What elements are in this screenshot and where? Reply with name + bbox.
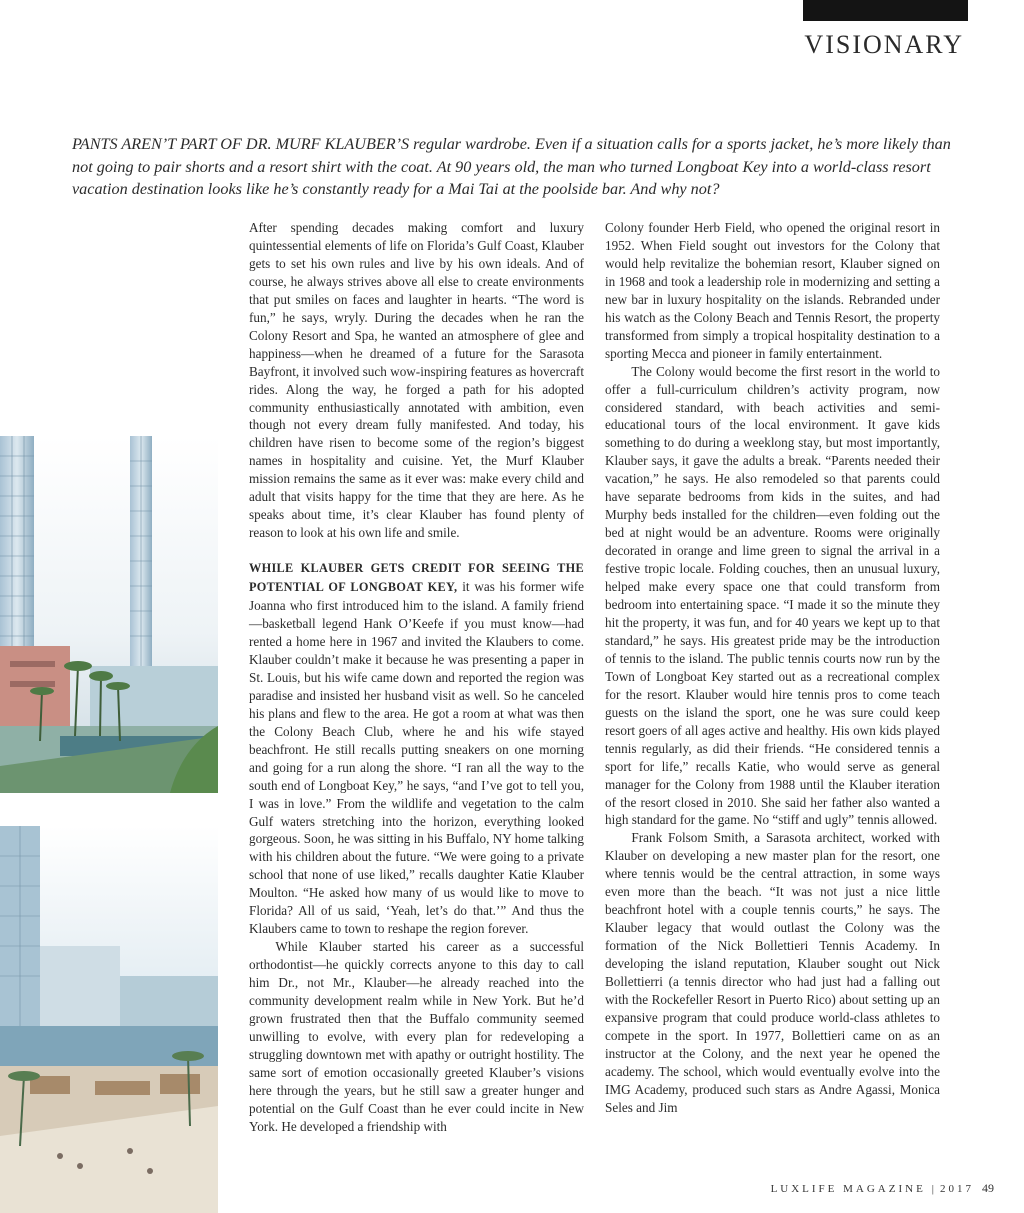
article-deck: PANTS AREN’T PART OF DR. MURF KLAUBER’S regular wardrobe. Even if a situation calls for a sports jacket, he’s more likely than not going to pair shorts and a resort shirt with the coat. At 90 years old, the man who turned Longboat Key into a world-class resort vacation destination looks like he’s constantly ready for a Mai Tai at the poolside bar. And why not? bbox=[72, 135, 951, 198]
magazine-name: LUXLIFE MAGAZINE bbox=[770, 1183, 926, 1195]
paragraph-body: it was his former wife Joanna who first introduced him to the island. A family friend—basketball legend Hank O’Keefe if you must know—had rented a home here in 1967 and invited the Klaubers to come. Klauber couldn’t make it because he was presenting a paper in St. Louis, but his wife came down and reported the region was paradise and insisted her husband visit as well. So he canceled his plans and flew to the area. He got a room at what was then the Colony Beach Club, where he and his wife stayed beachfront. He still recalls putting sneakers on one morning and going for a run along the shore. “I ran all the way to the south end of Longboat Key,” he says, “and I’ve got to tell you, I was in love.” From the wildlife and vegetation to the calm Gulf waters stretching into the horizon, everything looked gorgeous. Soon, he was sitting in his Buffalo, NY home talking with his children about the future. “We were going to a private school that none of use liked,” recalls daughter Katie Klauber Moulton. “He asked how many of us would like to move to Florida? All of us said, ‘Yeah, let’s do that.’” And thus the Klaubers came to town to reshape the region forever. bbox=[249, 579, 584, 937]
page-number: 49 bbox=[982, 1181, 994, 1195]
section-label: VISIONARY bbox=[804, 30, 964, 59]
article-paragraph: While Klauber started his career as a successful orthodontist—he quickly corrects anyone to this day to call him Dr., not Mr., Klauber—he already reached into the community development realm while in New York. But he’d grown frustrated then that the Buffalo community seemed unwilling to evolve, with every plan for redeveloping a struggling downtown met with apathy or outright hostility. The same sort of emotion occasionally greeted Klauber’s visions here through the years, but he still saw a greater hunger and potential on the Gulf Coast than he ever could incite in New York. He developed a friendship with bbox=[249, 939, 584, 1134]
section-lead-in: WHILE KLAUBER GETS CREDIT FOR SEEING THE POTENTIAL OF LONGBOAT KEY, bbox=[249, 561, 584, 595]
article-paragraph: The Colony would become the first resort in the world to offer a full-curriculum children’s activity program, now considered standard, with beach activities and semi-educational tours of the local environment. It gave kids something to do during a weeklong stay, but most importantly, Klauber says, it gave the adults a break. “Parents needed their vacation,” he says. He also remodeled so that parents could have separate bedrooms from kids in the suites, and had Murphy beds installed for the children—even folding out the bed at night would be an adventure. Rooms were originally decorated in orange and lime green to signal the arrival in a festive tropic locale. Folding couches, then an unusual luxury, helped make every space one that could transform from bedroom into entertaining space. “I made it so the minute they hit the property, it was fun, and for 40 years we kept up to that standard,” he says. His greatest pride may be the introduction of tennis to the island. The public tennis courts now run by the Town of Longboat Key started out as a recreational complex for the resort. Klauber would hire tennis pros to come teach guests on the island the sport, one he was sure could keep resort goers of all ages active and healthy. His own kids played tennis regularly, as did their friends. “He considered tennis a sport for life,” recalls Katie, who would serve as general manager for the Colony from 1988 until the Klauber iteration of the resort closed in 2010. She said her father also wanted a high standard for the game. No “stiff and ugly” tennis allowed. bbox=[605, 363, 940, 828]
article-paragraph bbox=[249, 559, 584, 938]
article-column-left bbox=[249, 219, 584, 1136]
article-paragraph: Colony founder Herb Field, who opened the original resort in 1952. When Field sought out investors for the Colony that would help revitalize the bohemian resort, Klauber signed on in 1968 and took a leadership role in modernizing and setting a new bar in luxury hospitality on the islands. Rebranded under his watch as the Colony Beach and Tennis Resort, the property transformed from simply a tropical hospitality destination to a sporting Mecca and pioneer in family entertainment. bbox=[605, 220, 940, 361]
issue-year: 2017 bbox=[940, 1183, 974, 1195]
footer-separator: | bbox=[931, 1183, 934, 1195]
page-footer bbox=[771, 1181, 994, 1196]
article-paragraph: Frank Folsom Smith, a Sarasota architect, worked with Klauber on developing a new master plan for the resort, one where tennis would be the central attraction, in some ways even more than the beach. “It was not just a nice little beachfront hotel with a couple tennis courts,” he says. The Klauber legacy that would outlast the Colony was the formation of the Nick Bollettieri Tennis Academy. In developing the island reputation, Klauber sought out Nick Bollettierri (a tennis director who had just had a falling out with the Rockefeller Resort in Puerto Rico) about setting up an expansive program that could produce world-class athletes to compete in the sport. In 1977, Bollettieri came on as an instructor at the Colony, and the next year he opened the academy. The school, which would eventually evolve into the IMG Academy, produced such stars as Andre Agassi, Monica Seles and Jim bbox=[605, 830, 940, 1115]
tower-illustration bbox=[0, 436, 218, 793]
waterfront-illustration bbox=[0, 826, 218, 1213]
article-paragraph: After spending decades making comfort and luxury quintessential elements of life on Florida’s Gulf Coast, Klauber gets to set his own rules and live by his own ideals. And of course, he always strives above all else to create environments that put smiles on faces and laughter in hearts. “The word is fun,” he says, wryly. During the decades when he ran the Colony Resort and Spa, he wanted an atmosphere of glee and happiness—when he dreamed of a future for the Sarasota Bayfront, it involved such wow-inspiring features as hovercraft rides. Along the way, he forged a path for his adopted community enthusiastically annotated with ambition, even though not every dream fully manifested. And today, his children have risen to become some of the region’s biggest names in hospitality and cuisine. Yet, the Murf Klauber mission remains the same as it ever was: make every child and adult that visits happy for the time that they are here. As he speaks about time, it’s clear Klauber has found plenty of reason to look at his own life and smile. bbox=[249, 220, 584, 541]
header-black-bar bbox=[803, 0, 968, 21]
article-column-right bbox=[605, 219, 940, 1117]
